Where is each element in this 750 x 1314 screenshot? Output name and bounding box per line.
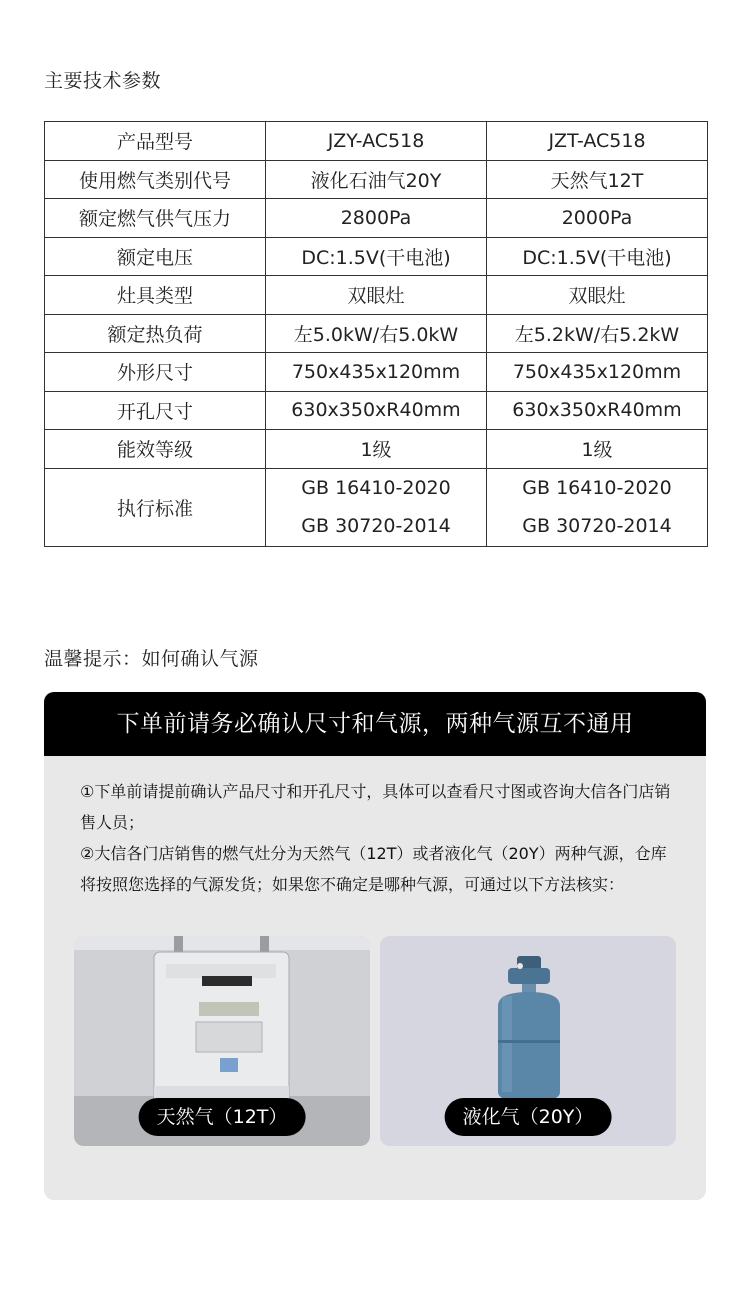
standard-line: GB 16410-2020 [522,476,672,499]
tip-paragraph-1: ①下单前请提前确认产品尺寸和开孔尺寸，具体可以查看尺寸图或咨询大信各门店销售人员； [80,782,671,832]
spec-label: 产品型号 [45,122,266,161]
spec-table [44,121,708,547]
spec-label: 外形尺寸 [45,353,266,392]
spec-value-t: 天然气12T [487,160,708,199]
spec-row [45,276,708,315]
tip-section-title: 温馨提示：如何确认气源 [44,648,259,670]
spec-row [45,237,708,276]
lpg-cylinder-photo [380,936,676,1146]
spec-value-y: 左5.0kW/右5.0kW [266,314,487,353]
spec-value-t: 1级 [487,430,708,469]
spec-row-standard [45,468,708,546]
spec-label: 额定燃气供气压力 [45,199,266,238]
spec-value-t: 750x435x120mm [487,353,708,392]
spec-row [45,199,708,238]
caption-natural-gas: 天然气（12T） [139,1098,306,1136]
tip-card [44,692,706,1200]
spec-label: 灶具类型 [45,276,266,315]
tip-body [44,756,706,900]
tip-header: 下单前请务必确认尺寸和气源，两种气源互不通用 [44,692,706,756]
spec-value-y: 630x350xR40mm [266,391,487,430]
spec-value-y: 液化石油气20Y [266,160,487,199]
spec-value-y: 2800Pa [266,199,487,238]
spec-value-t: 630x350xR40mm [487,391,708,430]
spec-row [45,314,708,353]
spec-label: 使用燃气类别代号 [45,160,266,199]
spec-section-title: 主要技术参数 [44,70,162,92]
spec-value-y: 双眼灶 [266,276,487,315]
spec-row [45,353,708,392]
gas-meter-photo [74,936,370,1146]
spec-value-t: DC:1.5V(干电池) [487,237,708,276]
spec-label: 额定电压 [45,237,266,276]
spec-label: 开孔尺寸 [45,391,266,430]
spec-value-t: 2000Pa [487,199,708,238]
spec-label: 能效等级 [45,430,266,469]
spec-value-y: 1级 [266,430,487,469]
spec-row [45,122,708,161]
standard-line: GB 30720-2014 [522,515,672,537]
standard-line: GB 16410-2020 [301,476,451,499]
spec-value-t: JZT-AC518 [487,122,708,161]
caption-lpg: 液化气（20Y） [445,1098,612,1136]
spec-value-y [266,468,487,546]
spec-row [45,391,708,430]
spec-value-t [487,468,708,546]
spec-row [45,430,708,469]
spec-value-t: 双眼灶 [487,276,708,315]
standard-line: GB 30720-2014 [301,515,451,537]
spec-label: 执行标准 [45,468,266,546]
tip-paragraph-2: ②大信各门店销售的燃气灶分为天然气（12T）或者液化气（20Y）两种气源，仓库将按照您选择的气源发货；如果您不确定是哪种气源，可通过以下方法核实： [80,844,667,894]
spec-value-y: 750x435x120mm [266,353,487,392]
spec-value-t: 左5.2kW/右5.2kW [487,314,708,353]
spec-row [45,160,708,199]
spec-value-y: DC:1.5V(干电池) [266,237,487,276]
spec-label: 额定热负荷 [45,314,266,353]
spec-value-y: JZY-AC518 [266,122,487,161]
